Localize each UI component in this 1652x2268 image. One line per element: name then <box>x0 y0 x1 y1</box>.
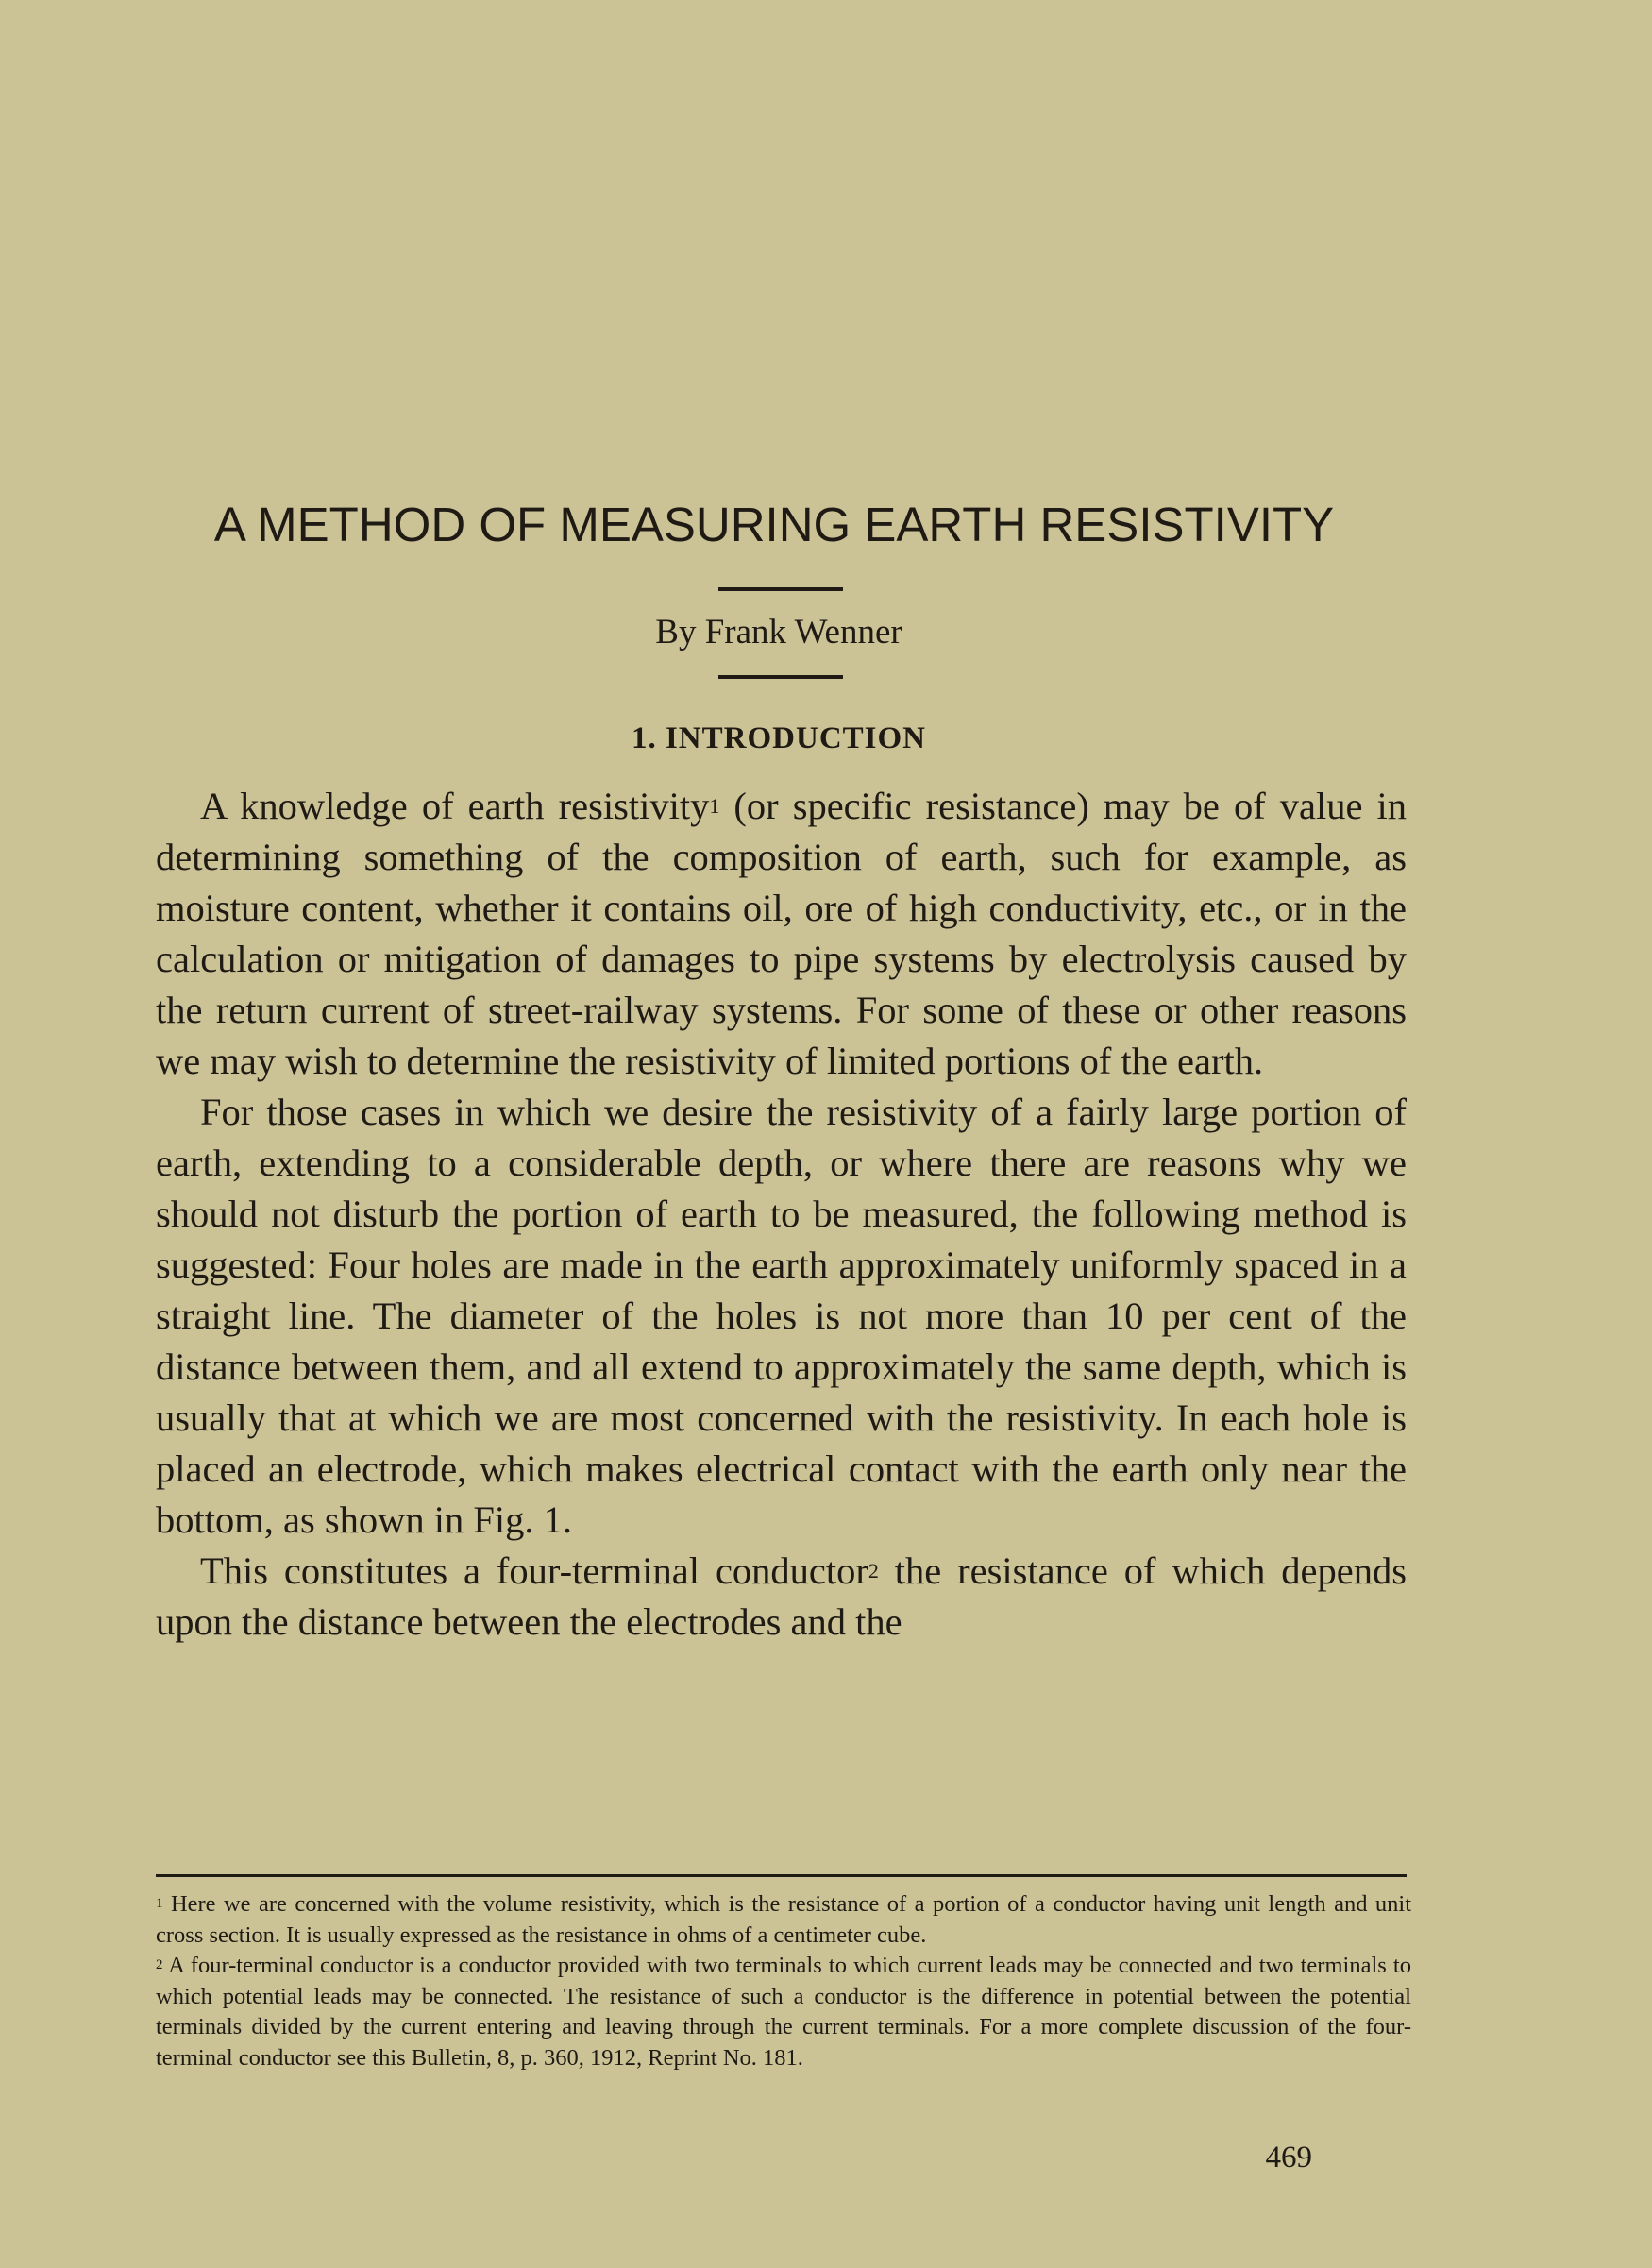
paragraph-3-rest: the resistance of which depends upon the distance between the electrodes and the <box>156 1549 1408 1643</box>
footnote-1-mark: 1 <box>156 1896 163 1911</box>
footnote-2 <box>156 1951 1411 2073</box>
footnote-2-text: A four-terminal conductor is a conductor provided with two terminals to which current leads may be connected and two terminals to which potential leads may be connected. The resistance of such a conductor is the difference in potential between the potential terminals divided by the current entering and leaving through the current terminals. For a more complete discussion of the four-terminal conductor see this Bulletin, 8, p. 360, 1912, Reprint No. 181. <box>156 1953 1411 2071</box>
footnote-divider <box>156 1874 1407 1877</box>
body-text <box>156 781 1407 1648</box>
footnotes <box>156 1889 1411 2073</box>
article-title: A METHOD OF MEASURING EARTH RESISTIVITY <box>213 498 1335 551</box>
author-byline: By Frank Wenner <box>655 613 902 652</box>
paragraph-1 <box>156 781 1407 1087</box>
footnote-1-text: Here we are concerned with the volume resistivity, which is the resistance of a portion of a conductor having unit length and unit cross section. It is usually expressed as the resistance in ohms of a centimeter cube. <box>156 1891 1411 1948</box>
footnote-1 <box>156 1889 1411 1951</box>
footnote-ref-2: 2 <box>868 1559 879 1583</box>
paragraph-1-start: A knowledge of earth resistivity <box>200 785 710 827</box>
paragraph-1-rest: (or specific resistance) may be of value in determining something of the composition of earth, such for example, as moisture content, whether it contains oil, ore of high conductivity, etc., or in the calculation or mitigation of damages to pipe systems by electrolysis caused by the return current of street-railway systems. For some of these or other reasons we may wish to determine the resistivity of limited portions of the earth. <box>156 785 1407 1082</box>
paragraph-2: For those cases in which we desire the resistivity of a fairly large portion of earth, extending to a considerable depth, or where there are reasons why we should not disturb the portion of earth to be measured, the following method is suggested: Four holes are made in the earth approximately uniformly spaced in a straight line. The diameter of the holes is not more than 10 per cent of the distance between them, and all extend to approximately the same depth, which is usually that at which we are most concerned with the resistivity. In each hole is placed an electrode, which makes electrical contact with the earth only near the bottom, as shown in Fig. 1. <box>156 1091 1407 1541</box>
footnote-ref-1: 1 <box>709 794 720 818</box>
paragraph-3 <box>156 1546 1407 1648</box>
page-number: 469 <box>1265 2141 1312 2175</box>
title-divider-top <box>718 587 843 591</box>
footnote-2-mark: 2 <box>156 1957 163 1972</box>
title-divider-bottom <box>718 675 843 679</box>
section-heading: 1. INTRODUCTION <box>631 721 927 755</box>
paragraph-3-start: This constitutes a four-terminal conductor <box>200 1549 868 1592</box>
